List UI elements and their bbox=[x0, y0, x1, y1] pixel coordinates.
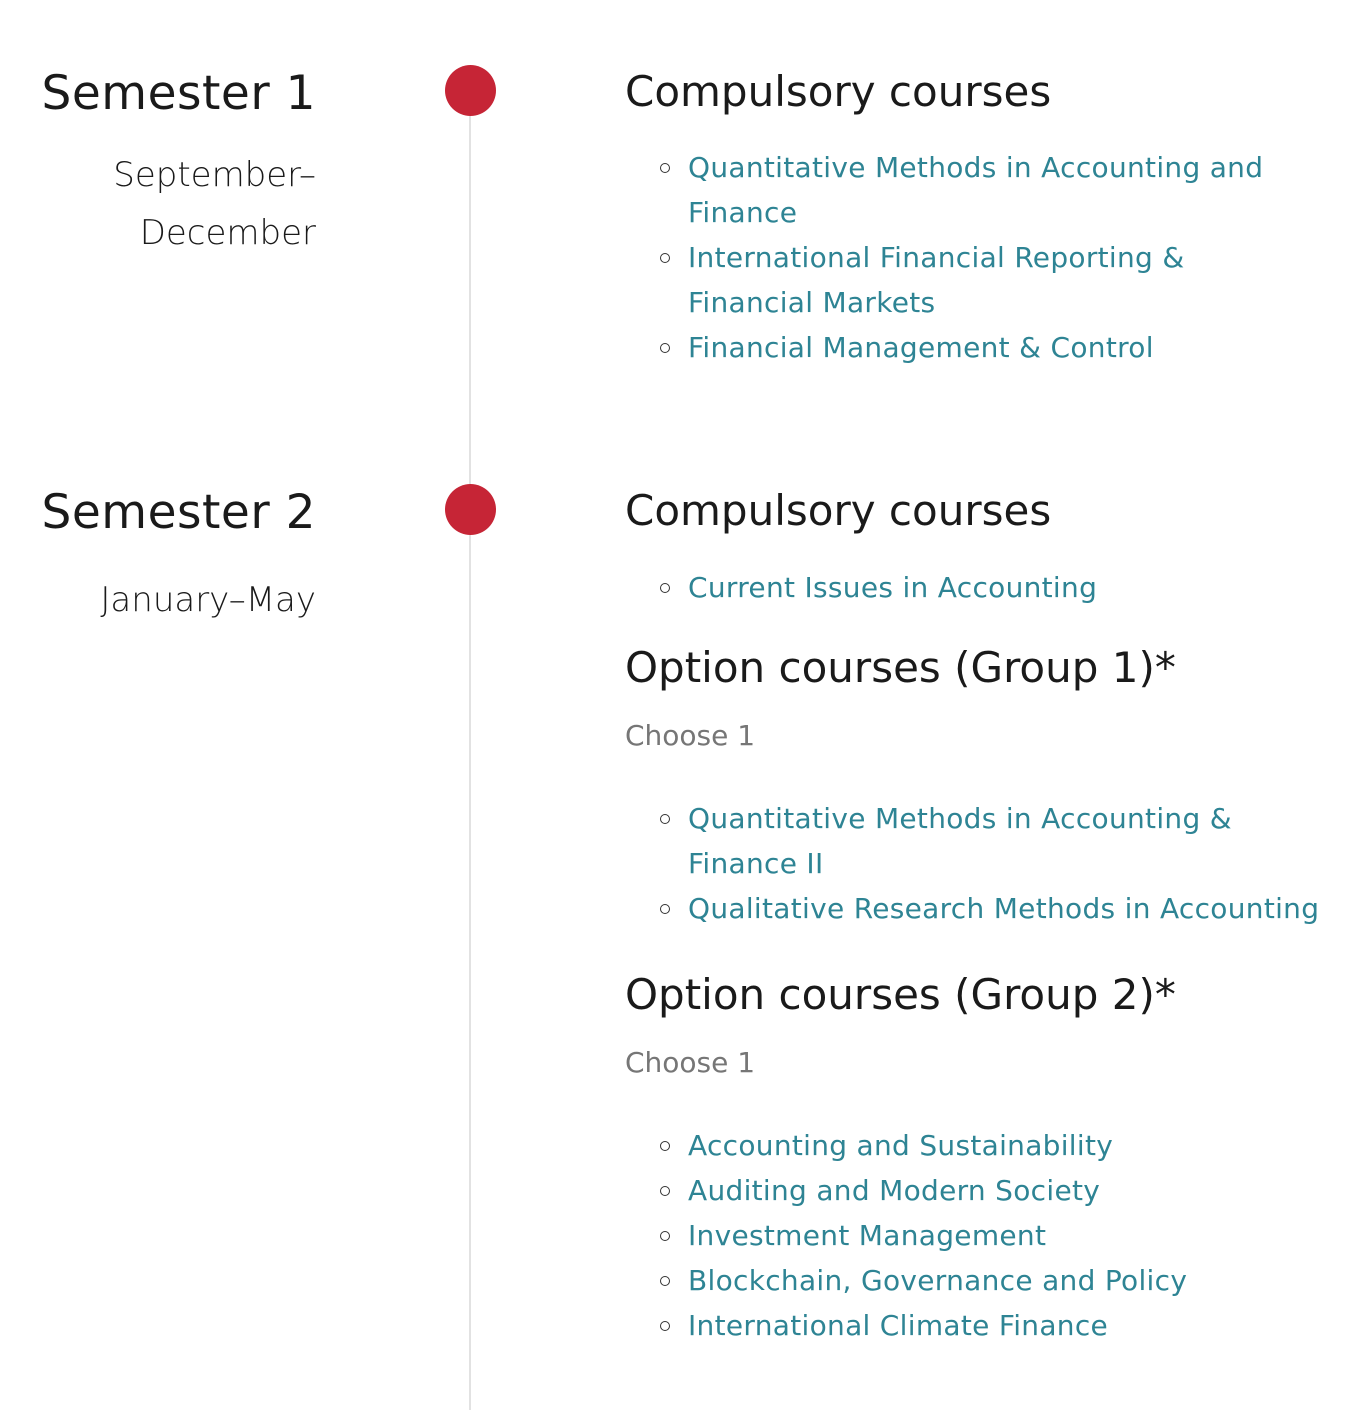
semester-1-courses bbox=[625, 66, 1325, 370]
list-item[interactable] bbox=[688, 1168, 1325, 1213]
course-link[interactable]: Auditing and Modern Society bbox=[688, 1174, 1101, 1207]
section-heading-option-group-1: Option courses (Group 1)* bbox=[625, 643, 1176, 692]
course-list bbox=[625, 565, 1325, 610]
semester-2-courses bbox=[625, 485, 1325, 1348]
semester-title: Semester 1 bbox=[41, 66, 316, 121]
course-list bbox=[625, 796, 1348, 931]
course-link[interactable]: Investment Management bbox=[688, 1219, 1047, 1252]
semester-1-header bbox=[0, 66, 316, 262]
list-item[interactable] bbox=[688, 235, 1308, 325]
semester-2-header bbox=[0, 485, 316, 629]
semester-dates bbox=[0, 146, 316, 262]
section-heading-compulsory: Compulsory courses bbox=[625, 67, 1052, 116]
semester-dates bbox=[0, 571, 316, 629]
list-item[interactable] bbox=[688, 1123, 1325, 1168]
course-link[interactable]: Accounting and Sustainability bbox=[688, 1129, 1114, 1162]
semester-dates-line1: September– bbox=[113, 155, 316, 195]
course-list bbox=[625, 1123, 1325, 1348]
list-item[interactable] bbox=[688, 325, 1308, 370]
list-item[interactable] bbox=[688, 1303, 1325, 1348]
section-heading-option-group-2: Option courses (Group 2)* bbox=[625, 970, 1176, 1019]
list-item[interactable] bbox=[688, 886, 1348, 931]
list-item[interactable] bbox=[688, 565, 1325, 610]
course-link[interactable]: International Climate Finance bbox=[688, 1309, 1109, 1342]
list-item[interactable] bbox=[688, 1258, 1325, 1303]
course-link[interactable]: Qualitative Research Methods in Accounting bbox=[688, 892, 1320, 925]
list-item[interactable] bbox=[688, 1213, 1325, 1258]
timeline-line bbox=[469, 90, 471, 1410]
course-link[interactable]: Quantitative Methods in Accounting & Finance II bbox=[688, 802, 1232, 880]
timeline-dot bbox=[445, 484, 496, 535]
course-link[interactable]: International Financial Reporting & Financial Markets bbox=[688, 241, 1185, 319]
timeline-dot bbox=[445, 65, 496, 116]
course-link[interactable]: Quantitative Methods in Accounting and Finance bbox=[688, 151, 1264, 229]
semester-title: Semester 2 bbox=[41, 485, 316, 540]
section-heading-compulsory: Compulsory courses bbox=[625, 486, 1052, 535]
course-link[interactable]: Blockchain, Governance and Policy bbox=[688, 1264, 1188, 1297]
list-item[interactable] bbox=[688, 796, 1348, 886]
semester-dates-line2: December bbox=[139, 213, 316, 253]
choose-note: Choose 1 bbox=[625, 719, 756, 752]
choose-note: Choose 1 bbox=[625, 1046, 756, 1079]
course-link[interactable]: Current Issues in Accounting bbox=[688, 571, 1098, 604]
course-link[interactable]: Financial Management & Control bbox=[688, 331, 1154, 364]
list-item[interactable] bbox=[688, 145, 1308, 235]
course-list bbox=[625, 145, 1308, 370]
semester-dates-line1: January–May bbox=[100, 580, 316, 620]
